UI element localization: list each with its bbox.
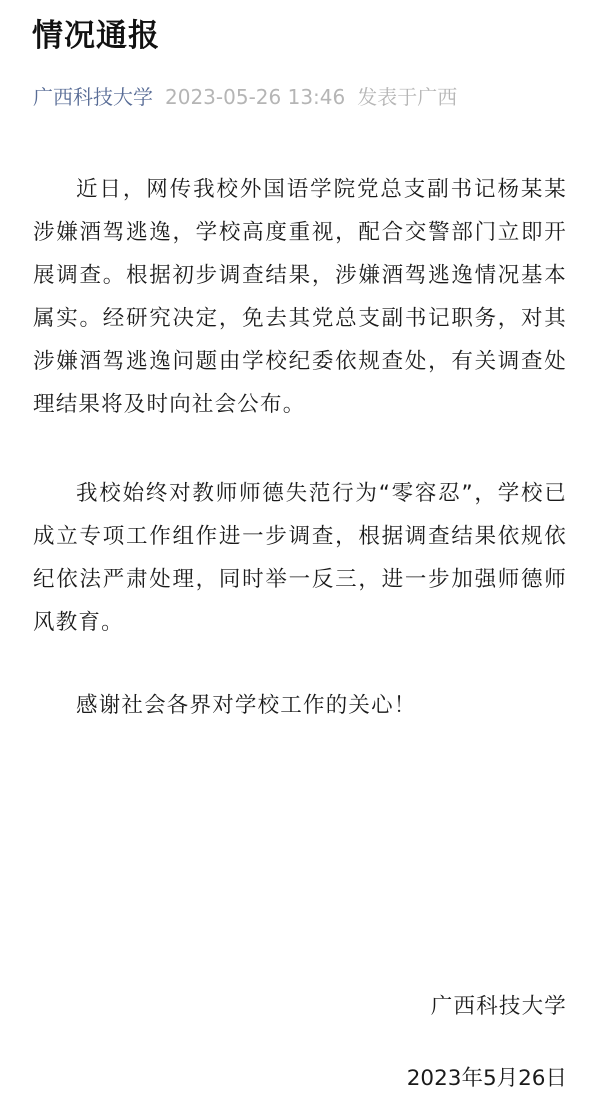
- article-title: 情况通报: [32, 18, 160, 54]
- publish-time: 2023-05-26 13:46: [165, 85, 346, 109]
- article-meta: [33, 80, 457, 114]
- article-body: [33, 168, 567, 727]
- paragraph-3: 感谢社会各界对学校工作的关心！: [76, 693, 417, 718]
- signature-date: 2023年5月26日: [406, 1066, 567, 1091]
- paragraph-1: 近日，网传我校外国语学院党总支副书记杨某某涉嫌酒驾逃逸，学校高度重视，配合交警部门立即开展调查。根据初步调查结果，涉嫌酒驾逃逸情况基本属实。经研究决定，免去其党总支副书记职务，对其涉嫌酒驾逃逸问题由学校纪委依规查处，有关调查处理结果将及时向社会公布。: [33, 177, 567, 417]
- account-name-link[interactable]: 广西科技大学: [33, 85, 153, 109]
- publish-location: 发表于广西: [357, 85, 458, 109]
- paragraph-2: 我校始终对教师师德失范行为“零容忍”，学校已成立专项工作组作进一步调查，根据调查结果依规依纪依法严肃处理，同时举一反三，进一步加强师德师风教育。: [33, 481, 567, 635]
- signature: 广西科技大学: [430, 994, 567, 1019]
